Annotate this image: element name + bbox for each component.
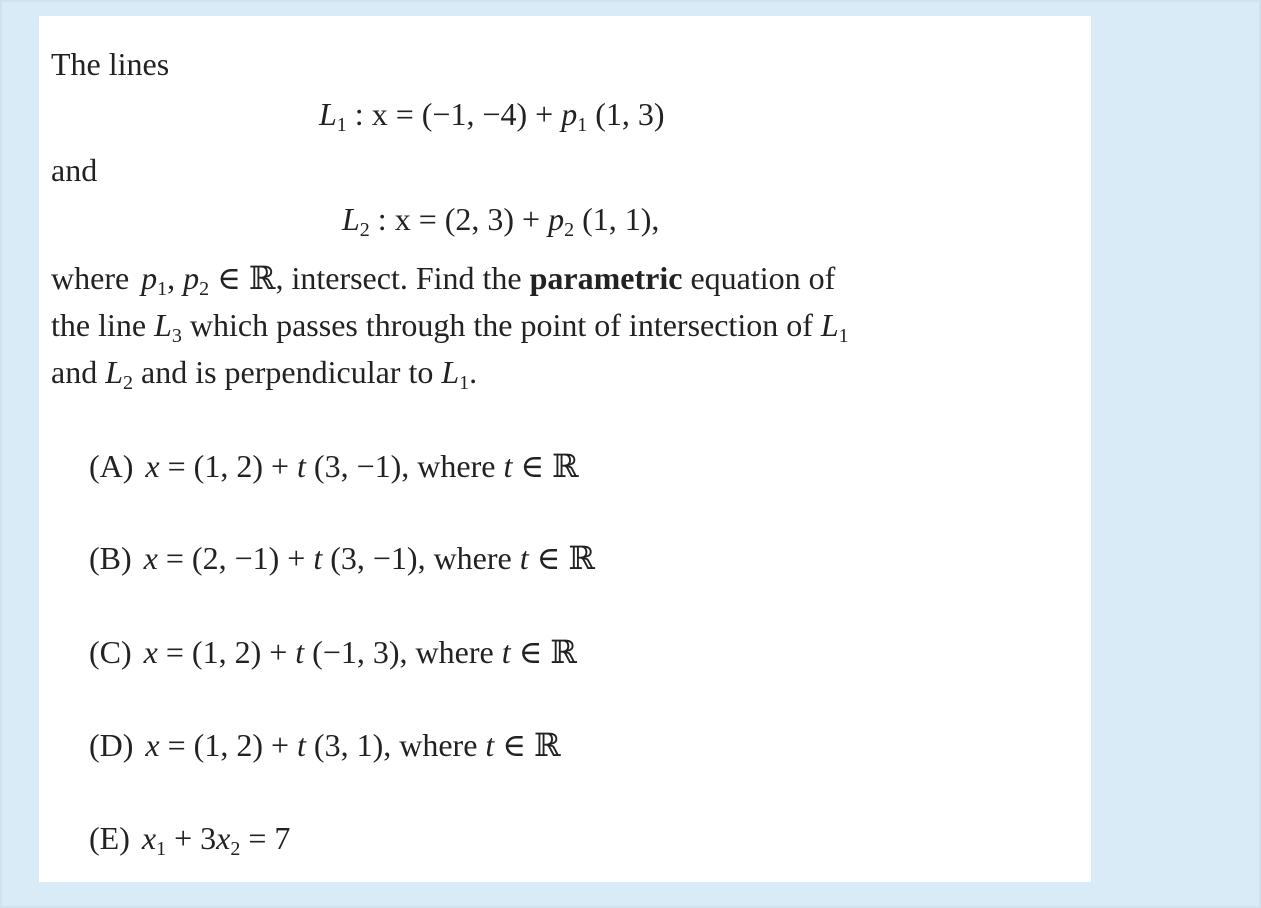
line3-b: and is perpendicular to — [133, 354, 442, 390]
option-e-label: (E) — [89, 820, 130, 856]
l1-eq: : x = (−1, −4) + — [346, 96, 562, 132]
option-e-mid: + 3 — [166, 820, 217, 856]
line2-b: which passes through the point of intersection of — [181, 307, 821, 343]
option-d-set: ∈ ℝ — [494, 727, 561, 763]
where-pre: where — [51, 260, 130, 296]
intro-text: The lines — [51, 46, 170, 82]
option-b-t2: t — [519, 540, 529, 576]
option-b[interactable] — [89, 538, 595, 578]
and-text: and — [51, 152, 98, 188]
option-a-label: (A) — [89, 448, 134, 484]
line3-l2: L — [105, 354, 123, 390]
option-c-lhs: x — [143, 634, 158, 670]
option-d-rest: = (1, 2) + — [159, 727, 298, 763]
option-c-t2: t — [501, 634, 511, 670]
paragraph-line-1 — [51, 258, 835, 309]
paragraph-line-3 — [51, 352, 477, 403]
l1-name: L — [319, 96, 337, 132]
line3-l1: L — [441, 354, 460, 390]
option-b-set: ∈ ℝ — [528, 540, 595, 576]
intersect-text: intersect. Find the — [283, 260, 530, 296]
option-e-x2: x — [216, 820, 231, 856]
l2-param-sub: 2 — [564, 219, 575, 241]
line2-l1-sub: 1 — [838, 325, 849, 347]
option-c-label: (C) — [89, 634, 132, 670]
option-c-rest: = (1, 2) + — [157, 634, 296, 670]
where-set: ∈ ℝ, — [209, 260, 284, 296]
option-b-t: t — [313, 540, 323, 576]
where-p1: p — [141, 260, 158, 296]
l2-param: p — [548, 201, 565, 237]
after-bold: equation of — [682, 260, 836, 296]
option-a[interactable] — [89, 446, 579, 486]
where-p1-sub: 1 — [157, 278, 168, 300]
equation-l2 — [342, 199, 659, 250]
l1-dir: (1, 3) — [587, 96, 665, 132]
where-p2: p — [183, 260, 200, 296]
l2-dir: (1, 1), — [574, 201, 660, 237]
option-a-rest: = (1, 2) + — [159, 448, 298, 484]
option-d[interactable] — [89, 725, 561, 765]
line3-a: and — [51, 354, 106, 390]
where-comma: , — [167, 260, 184, 296]
line2-l1: L — [820, 307, 839, 343]
option-c-dir: (−1, 3), where — [304, 634, 502, 670]
option-d-lhs: x — [145, 727, 160, 763]
equation-l1 — [319, 94, 665, 145]
line2-a: the line — [51, 307, 155, 343]
option-e-x2-sub: 2 — [230, 838, 241, 860]
option-d-t: t — [297, 727, 306, 763]
line3-l1-sub: 1 — [459, 372, 470, 394]
l2-name: L — [342, 201, 360, 237]
question-card — [39, 16, 1091, 882]
option-e[interactable] — [89, 818, 290, 869]
option-b-rest: = (2, −1) + — [157, 540, 314, 576]
option-e-x1-sub: 1 — [156, 838, 167, 860]
option-a-set: ∈ ℝ — [512, 448, 579, 484]
option-e-rhs: = 7 — [240, 820, 291, 856]
paragraph-line-2 — [51, 305, 849, 356]
option-d-t2: t — [485, 727, 495, 763]
option-e-x1: x — [141, 820, 157, 856]
option-c-set: ∈ ℝ — [510, 634, 577, 670]
option-d-dir: (3, 1), where — [305, 727, 486, 763]
line3-end: . — [469, 354, 478, 390]
where-p2-sub: 2 — [199, 278, 210, 300]
l2-eq: : x = (2, 3) + — [369, 201, 549, 237]
line3-l2-sub: 2 — [123, 372, 133, 394]
l1-param: p — [561, 96, 578, 132]
l1-sub: 1 — [336, 114, 347, 136]
option-d-label: (D) — [89, 727, 134, 763]
option-a-lhs: x — [145, 448, 160, 484]
option-c-t: t — [295, 634, 305, 670]
option-a-t2: t — [503, 448, 513, 484]
bold-parametric: parametric — [529, 260, 683, 296]
option-b-label: (B) — [89, 540, 132, 576]
option-a-t: t — [297, 448, 306, 484]
option-c[interactable] — [89, 632, 577, 672]
l1-param-sub: 1 — [577, 114, 588, 136]
option-b-dir: (3, −1), where — [322, 540, 520, 576]
l2-sub: 2 — [359, 219, 370, 241]
line2-l3: L — [154, 307, 172, 343]
option-a-dir: (3, −1), where — [305, 448, 504, 484]
option-b-lhs: x — [143, 540, 158, 576]
line2-l3-sub: 3 — [171, 325, 182, 347]
